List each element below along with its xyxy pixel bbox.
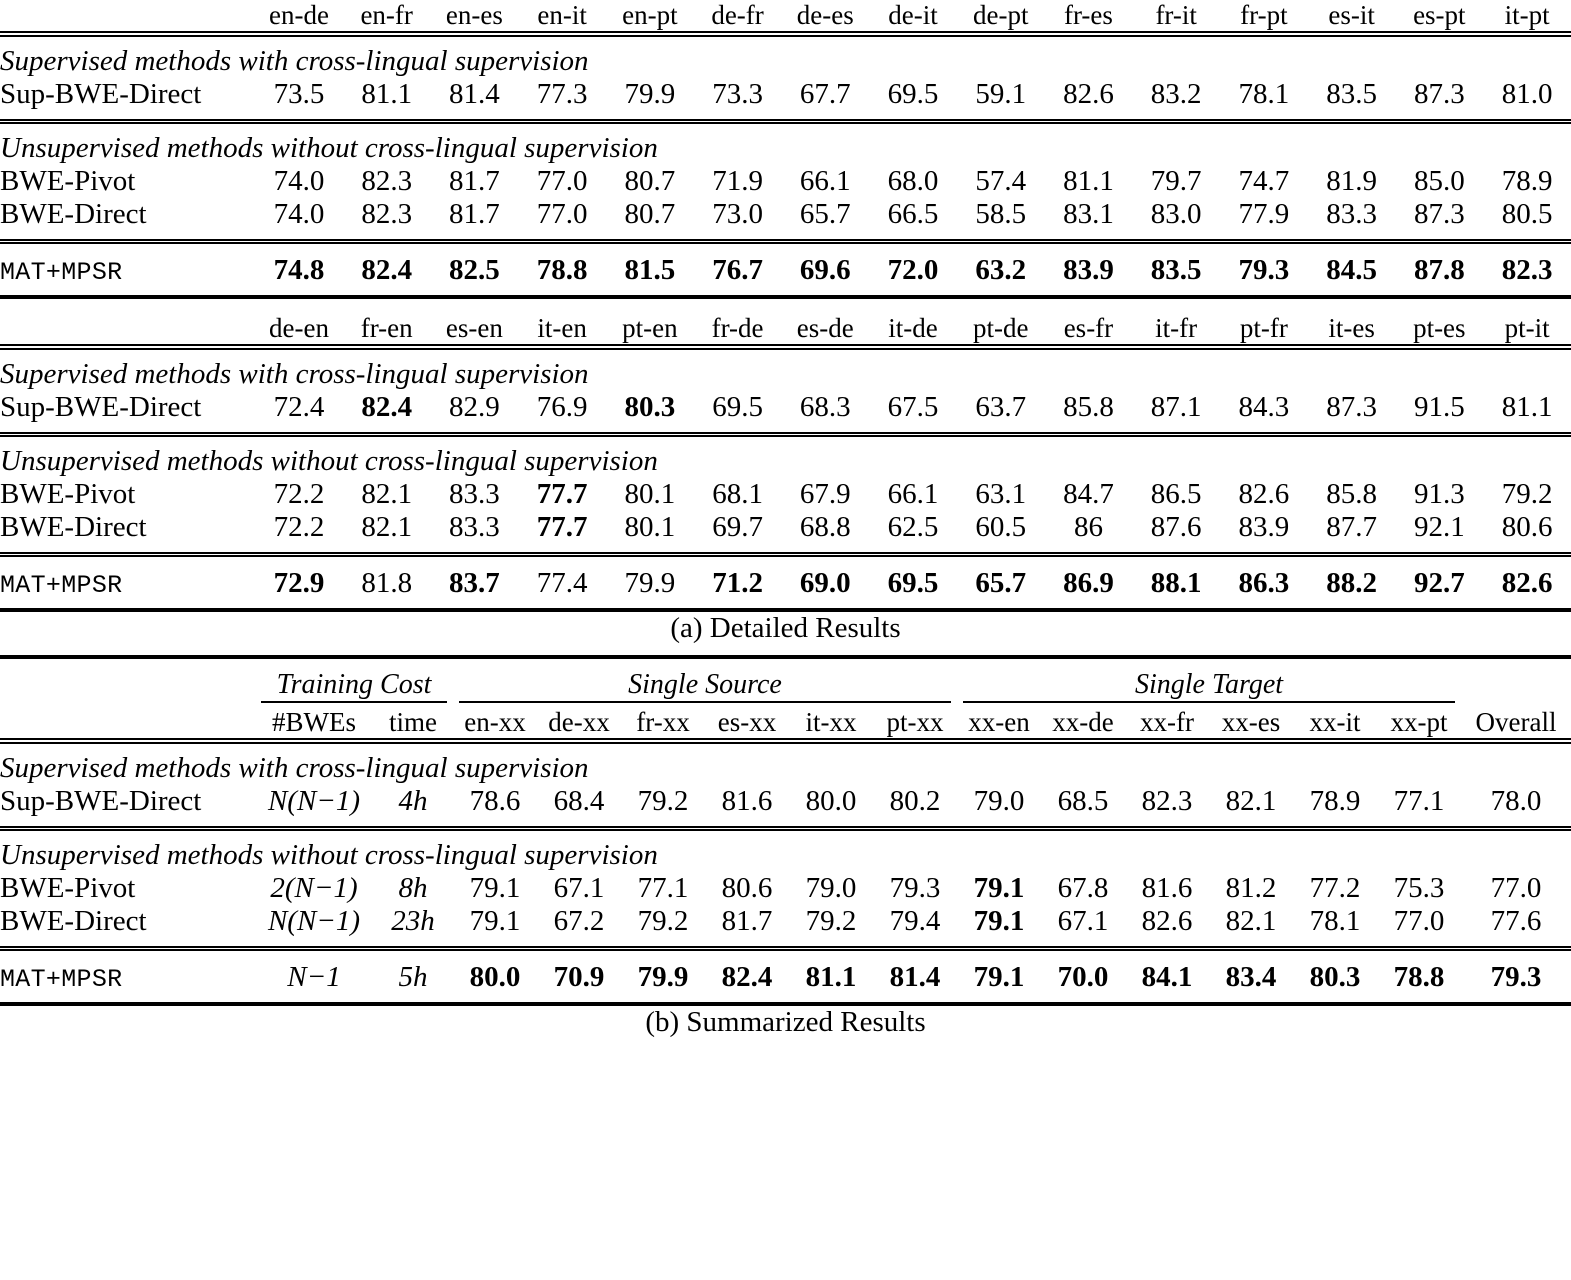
cell: 69.7: [712, 511, 763, 543]
col-header-it-xx: it-xx: [805, 707, 857, 737]
row-label-sup-bwe-direct: Sup-BWE-Direct: [0, 785, 202, 817]
cell: 84.1: [1141, 961, 1193, 993]
cell: 77.4: [536, 567, 588, 599]
cell: 83.0: [1150, 198, 1202, 230]
cell: 76.7: [712, 254, 763, 286]
cell: 63.7: [975, 391, 1027, 423]
col-header-xx-fr: xx-fr: [1140, 707, 1194, 737]
cell: 74.0: [273, 198, 325, 230]
cell: 91.3: [1413, 478, 1465, 510]
cell: 76.9: [536, 391, 588, 423]
cell: 82.3: [361, 165, 413, 197]
col-header-es-pt: es-pt: [1413, 0, 1466, 30]
cell: 83.9: [1238, 511, 1290, 543]
table-b-supervised-note-row: [0, 752, 1571, 785]
cell: 84.3: [1238, 391, 1290, 423]
col-header-pt-fr: pt-fr: [1239, 313, 1288, 343]
cell: 84.7: [1063, 478, 1114, 510]
cell: 73.5: [273, 78, 325, 110]
spacer-b-c: [0, 818, 1571, 826]
cell: 83.1: [1063, 198, 1114, 230]
cell: 83.2: [1150, 78, 1202, 110]
cell: 68.0: [887, 165, 939, 197]
spacer-b-d: [0, 831, 1571, 839]
cell: 79.7: [1150, 165, 1202, 197]
cell: 80.7: [624, 165, 676, 197]
spacer-a2-f: [0, 557, 1571, 567]
spacer-a2-a: [0, 299, 1571, 313]
col-header-it-fr: it-fr: [1155, 313, 1198, 343]
cell: 77.9: [1238, 198, 1290, 230]
cell: 79.2: [637, 785, 689, 817]
cell-overall: 77.6: [1490, 905, 1542, 937]
cell: 79.9: [624, 567, 676, 599]
group-header-single-source: Single Source: [628, 669, 782, 700]
table-row: [0, 78, 1571, 111]
cell: 77.7: [536, 478, 588, 510]
cell: 67.8: [1057, 872, 1109, 904]
table-a-corner-cell-2: [0, 313, 255, 344]
cell: 81.1: [1063, 165, 1114, 197]
spacer-a1-d: [0, 231, 1571, 239]
unsupervised-note-a2: Unsupervised methods without cross-lingual supervision: [0, 445, 658, 477]
cell: 79.1: [469, 872, 521, 904]
cell-overall: 78.0: [1490, 785, 1542, 817]
col-header-xx-pt: xx-pt: [1390, 707, 1448, 737]
col-header-de-it: de-it: [888, 0, 938, 30]
spacer-a2-e: [0, 544, 1571, 552]
spacer-a2-d: [0, 437, 1571, 445]
supervised-note-b: Supervised methods with cross-lingual supervision: [0, 752, 589, 784]
cell: 86.9: [1063, 567, 1114, 599]
table-row: [0, 567, 1571, 600]
cell: 83.3: [449, 478, 500, 510]
col-header-pt-es: pt-es: [1413, 313, 1466, 343]
cell: 79.2: [805, 905, 857, 937]
cell: 68.8: [799, 511, 851, 543]
cell: 86.3: [1238, 567, 1290, 599]
cell: 83.7: [449, 567, 500, 599]
cell: 74.0: [273, 165, 325, 197]
cell: 82.4: [361, 254, 413, 286]
cell: 65.7: [799, 198, 851, 230]
table-a-block1-unsupervised-note-row: [0, 132, 1571, 165]
col-header-en-xx: en-xx: [464, 707, 526, 737]
table-row: [0, 785, 1571, 818]
table-b-column-header-row: [0, 707, 1571, 738]
table-row: [0, 198, 1571, 231]
cell: 69.5: [712, 391, 763, 423]
cell: 87.3: [1413, 78, 1465, 110]
col-header-en-fr: en-fr: [360, 0, 413, 30]
cell: 80.0: [469, 961, 521, 993]
table-row: [0, 165, 1571, 198]
col-header-de-fr: de-fr: [711, 0, 764, 30]
cell: 87.8: [1413, 254, 1465, 286]
cell: 59.1: [975, 78, 1027, 110]
row-label-bwe-pivot: BWE-Pivot: [0, 165, 136, 197]
unsupervised-note-b: Unsupervised methods without cross-lingual supervision: [0, 839, 658, 871]
cell: 82.6: [1238, 478, 1290, 510]
table-a-block2-supervised-note-row: [0, 358, 1571, 391]
table-b-body: [0, 655, 1571, 1039]
cell: 74.7: [1238, 165, 1290, 197]
col-header-de-xx: de-xx: [548, 707, 610, 737]
row-label-bwe-direct: BWE-Direct: [0, 511, 147, 543]
cell: 67.5: [887, 391, 939, 423]
cell: 83.4: [1225, 961, 1277, 993]
cell: 85.0: [1413, 165, 1465, 197]
cell: 66.5: [887, 198, 939, 230]
cell: 80.3: [1309, 961, 1361, 993]
col-header-pt-de: pt-de: [972, 313, 1029, 343]
cell: 57.4: [975, 165, 1027, 197]
cell: 73.3: [712, 78, 763, 110]
cell: 74.8: [273, 254, 325, 286]
cell-bwes: N(N−1): [267, 905, 361, 937]
cell: 81.1: [361, 78, 413, 110]
spacer-a1-c: [0, 124, 1571, 132]
table-a-caption-row: [0, 612, 1571, 645]
table-row: [0, 961, 1571, 994]
cell: 80.2: [889, 785, 941, 817]
cell: 79.1: [973, 905, 1025, 937]
col-header-fr-de: fr-de: [711, 313, 764, 343]
cell: 77.1: [637, 872, 689, 904]
col-header-es-en: es-en: [445, 313, 503, 343]
cell: 67.1: [553, 872, 605, 904]
cell: 79.3: [889, 872, 941, 904]
cell: 67.9: [799, 478, 851, 510]
col-header-xx-en: xx-en: [968, 707, 1030, 737]
cell: 77.3: [536, 78, 588, 110]
cell: 92.7: [1413, 567, 1465, 599]
cell: 81.7: [449, 165, 500, 197]
cell: 81.7: [721, 905, 773, 937]
row-label-bwe-direct: BWE-Direct: [0, 905, 147, 937]
supervised-note-a1: Supervised methods with cross-lingual supervision: [0, 45, 589, 77]
cell: 83.5: [1326, 78, 1377, 110]
cell: 82.1: [1225, 785, 1277, 817]
cell: 81.1: [1501, 391, 1553, 423]
cell: 78.8: [1393, 961, 1445, 993]
cell: 88.2: [1326, 567, 1377, 599]
row-label-bwe-pivot: BWE-Pivot: [0, 478, 136, 510]
cell: 77.2: [1309, 872, 1361, 904]
cell: 79.0: [973, 785, 1025, 817]
row-label-sup-bwe-direct: Sup-BWE-Direct: [0, 78, 202, 110]
table-row: [0, 905, 1571, 938]
table-b-rowlabel-header: [0, 707, 255, 738]
cell: 81.4: [449, 78, 500, 110]
cell: 81.5: [624, 254, 676, 286]
cell: 81.1: [805, 961, 857, 993]
col-header-en-es: en-es: [445, 0, 503, 30]
cell: 79.2: [637, 905, 689, 937]
cell: 77.7: [536, 511, 588, 543]
cell: 79.4: [889, 905, 941, 937]
cell: 68.4: [553, 785, 605, 817]
table-b-overall-group-spacer: [1461, 669, 1571, 701]
table-row: [0, 511, 1571, 544]
cell: 87.1: [1150, 391, 1202, 423]
col-header-it-de: it-de: [888, 313, 938, 343]
spacer-a1-f: [0, 287, 1571, 295]
cell: 80.3: [624, 391, 676, 423]
cell: 86.5: [1150, 478, 1202, 510]
cell: 80.7: [624, 198, 676, 230]
cell: 82.3: [1501, 254, 1553, 286]
cell: 82.4: [721, 961, 773, 993]
col-header-xx-es: xx-es: [1221, 707, 1281, 737]
cell: 87.3: [1413, 198, 1465, 230]
unsupervised-note-a1: Unsupervised methods without cross-lingual supervision: [0, 132, 658, 164]
col-header-xx-de: xx-de: [1052, 707, 1114, 737]
spacer-b-b: [0, 744, 1571, 752]
cell: 82.1: [361, 478, 413, 510]
row-label-mat-mpsr: MAT+MPSR: [0, 965, 123, 994]
cell: 82.1: [1225, 905, 1277, 937]
cell: 63.2: [975, 254, 1027, 286]
cell: 73.0: [712, 198, 763, 230]
cell: 69.0: [799, 567, 851, 599]
col-header-pt-en: pt-en: [622, 313, 678, 343]
cell: 83.3: [449, 511, 500, 543]
col-header-bwes: #BWEs: [272, 707, 356, 737]
col-header-de-en: de-en: [268, 313, 329, 343]
row-label-mat-mpsr: MAT+MPSR: [0, 258, 123, 287]
col-header-es-it: es-it: [1328, 0, 1375, 30]
col-header-es-xx: es-xx: [717, 707, 777, 737]
cell: 81.4: [889, 961, 941, 993]
table-b-caption: (b) Summarized Results: [645, 1006, 926, 1038]
cell: 82.1: [361, 511, 413, 543]
spacer-a1-b: [0, 111, 1571, 119]
cell-time: 8h: [398, 872, 428, 904]
cell: 83.9: [1063, 254, 1114, 286]
cell: 79.3: [1238, 254, 1290, 286]
cell: 82.3: [361, 198, 413, 230]
cell: 78.9: [1309, 785, 1361, 817]
cell: 72.2: [273, 511, 325, 543]
cell: 78.6: [469, 785, 521, 817]
cell: 69.5: [887, 78, 939, 110]
cell: 78.1: [1309, 905, 1361, 937]
cell-overall: 79.3: [1490, 961, 1542, 993]
cell: 82.9: [449, 391, 500, 423]
cell: 87.6: [1150, 511, 1202, 543]
col-header-de-es: de-es: [796, 0, 854, 30]
cell: 88.1: [1150, 567, 1202, 599]
cell: 68.5: [1057, 785, 1109, 817]
col-header-es-fr: es-fr: [1063, 313, 1114, 343]
cell: 77.1: [1393, 785, 1445, 817]
spacer-b-f: [0, 951, 1571, 961]
col-header-fr-en: fr-en: [360, 313, 413, 343]
cell: 81.6: [1141, 872, 1193, 904]
cell: 65.7: [975, 567, 1027, 599]
cell: 83.5: [1150, 254, 1202, 286]
cell: 66.1: [799, 165, 851, 197]
cell: 81.7: [449, 198, 500, 230]
cell: 82.4: [361, 391, 413, 423]
col-header-pt-it: pt-it: [1504, 313, 1550, 343]
cell: 79.1: [469, 905, 521, 937]
cell: 67.1: [1057, 905, 1109, 937]
cell: 79.2: [1501, 478, 1553, 510]
cell: 67.2: [553, 905, 605, 937]
cell: 91.5: [1413, 391, 1465, 423]
table-b-unsupervised-note-row: [0, 839, 1571, 872]
cell: 81.2: [1225, 872, 1277, 904]
cell: 92.1: [1413, 511, 1465, 543]
col-header-en-pt: en-pt: [622, 0, 678, 30]
col-header-en-it: en-it: [537, 0, 587, 30]
row-label-mat-mpsr: MAT+MPSR: [0, 571, 123, 600]
cell: 78.1: [1238, 78, 1290, 110]
cell: 82.3: [1141, 785, 1193, 817]
cell: 80.6: [1501, 511, 1553, 543]
col-header-it-es: it-es: [1328, 313, 1375, 343]
cell: 87.7: [1326, 511, 1377, 543]
cell-time: 4h: [398, 785, 428, 817]
cell: 71.2: [712, 567, 763, 599]
cell: 62.5: [887, 511, 939, 543]
table-a-block1-supervised-note-row: [0, 45, 1571, 78]
cell-bwes: N(N−1): [267, 785, 361, 817]
table-b-group-header-row: [0, 669, 1571, 701]
cell: 86: [1073, 511, 1103, 543]
table-summarized-results: [0, 655, 1571, 1039]
col-header-it-en: it-en: [537, 313, 587, 343]
spacer-b-a: [0, 659, 1571, 669]
cell: 78.8: [536, 254, 588, 286]
col-header-fr-xx: fr-xx: [636, 707, 690, 737]
table-b-corner-cell: [0, 669, 255, 701]
cell: 58.5: [975, 198, 1027, 230]
table-a-caption: (a) Detailed Results: [670, 612, 901, 644]
cell: 77.0: [536, 165, 588, 197]
cell: 79.9: [624, 78, 676, 110]
cell: 78.9: [1501, 165, 1553, 197]
cell: 69.6: [799, 254, 851, 286]
table-a-block2-unsupervised-note-row: [0, 445, 1571, 478]
cell-bwes: 2(N−1): [270, 872, 358, 904]
supervised-note-a2: Supervised methods with cross-lingual supervision: [0, 358, 589, 390]
col-header-fr-it: fr-it: [1155, 0, 1197, 30]
col-header-xx-it: xx-it: [1309, 707, 1361, 737]
cell: 72.2: [273, 478, 325, 510]
cell: 70.0: [1057, 961, 1109, 993]
cell: 79.0: [805, 872, 857, 904]
group-header-single-target: Single Target: [1134, 669, 1284, 700]
group-header-training-cost: Training Cost: [276, 669, 432, 700]
cell: 81.6: [721, 785, 773, 817]
cell: 68.3: [799, 391, 851, 423]
table-row: [0, 872, 1571, 905]
col-header-es-de: es-de: [796, 313, 854, 343]
cell-time: 23h: [391, 905, 435, 937]
spacer-a1-e: [0, 244, 1571, 254]
cell: 72.9: [273, 567, 325, 599]
cell: 81.9: [1326, 165, 1377, 197]
cell: 63.1: [975, 478, 1027, 510]
cell: 87.3: [1326, 391, 1377, 423]
spacer-b-e: [0, 938, 1571, 946]
cell: 67.7: [799, 78, 851, 110]
table-a-block1-header-row: [0, 0, 1571, 31]
row-label-bwe-direct: BWE-Direct: [0, 198, 147, 230]
cell: 84.5: [1326, 254, 1377, 286]
cell: 75.3: [1393, 872, 1445, 904]
cell-time: 5h: [398, 961, 428, 993]
table-row: [0, 478, 1571, 511]
cell: 79.9: [637, 961, 689, 993]
cell: 72.4: [273, 391, 325, 423]
cell-overall: 77.0: [1490, 872, 1542, 904]
spacer-b-g: [0, 994, 1571, 1002]
spacer-a2-c: [0, 424, 1571, 432]
cell: 71.9: [712, 165, 763, 197]
cell: 80.1: [624, 511, 676, 543]
cell: 82.5: [449, 254, 500, 286]
cell: 80.0: [805, 785, 857, 817]
table-a-block2-header-row: [0, 313, 1571, 344]
col-header-en-de: en-de: [268, 0, 329, 30]
cell: 83.3: [1326, 198, 1377, 230]
row-label-bwe-pivot: BWE-Pivot: [0, 872, 136, 904]
table-b-caption-row: [0, 1006, 1571, 1039]
col-header-de-pt: de-pt: [972, 0, 1029, 30]
cell: 79.1: [973, 872, 1025, 904]
table-row: [0, 391, 1571, 424]
cell: 72.0: [887, 254, 939, 286]
cell-bwes: N−1: [287, 961, 341, 993]
cell: 70.9: [553, 961, 605, 993]
cell: 80.6: [721, 872, 773, 904]
col-header-fr-es: fr-es: [1063, 0, 1113, 30]
spacer-a1-a: [0, 37, 1571, 45]
cell: 80.5: [1501, 198, 1553, 230]
spacer-a2-g: [0, 600, 1571, 608]
cell: 77.0: [1393, 905, 1445, 937]
table-a-corner-cell: [0, 0, 255, 31]
cell: 66.1: [887, 478, 939, 510]
cell: 81.8: [361, 567, 413, 599]
cell: 81.0: [1501, 78, 1553, 110]
cell: 82.6: [1501, 567, 1553, 599]
cell: 82.6: [1141, 905, 1193, 937]
table-row: [0, 254, 1571, 287]
col-header-overall: Overall: [1475, 707, 1557, 737]
cell: 60.5: [975, 511, 1027, 543]
cell: 85.8: [1326, 478, 1377, 510]
col-header-fr-pt: fr-pt: [1240, 0, 1288, 30]
col-header-pt-xx: pt-xx: [886, 707, 944, 737]
cell: 80.1: [624, 478, 676, 510]
col-header-time: time: [389, 707, 437, 737]
cell: 85.8: [1063, 391, 1114, 423]
cell: 79.1: [973, 961, 1025, 993]
cell: 68.1: [712, 478, 763, 510]
row-label-sup-bwe-direct: Sup-BWE-Direct: [0, 391, 202, 423]
cell: 69.5: [887, 567, 939, 599]
cell: 77.0: [536, 198, 588, 230]
cell: 82.6: [1063, 78, 1114, 110]
col-header-it-pt: it-pt: [1504, 0, 1550, 30]
spacer-a2-b: [0, 350, 1571, 358]
